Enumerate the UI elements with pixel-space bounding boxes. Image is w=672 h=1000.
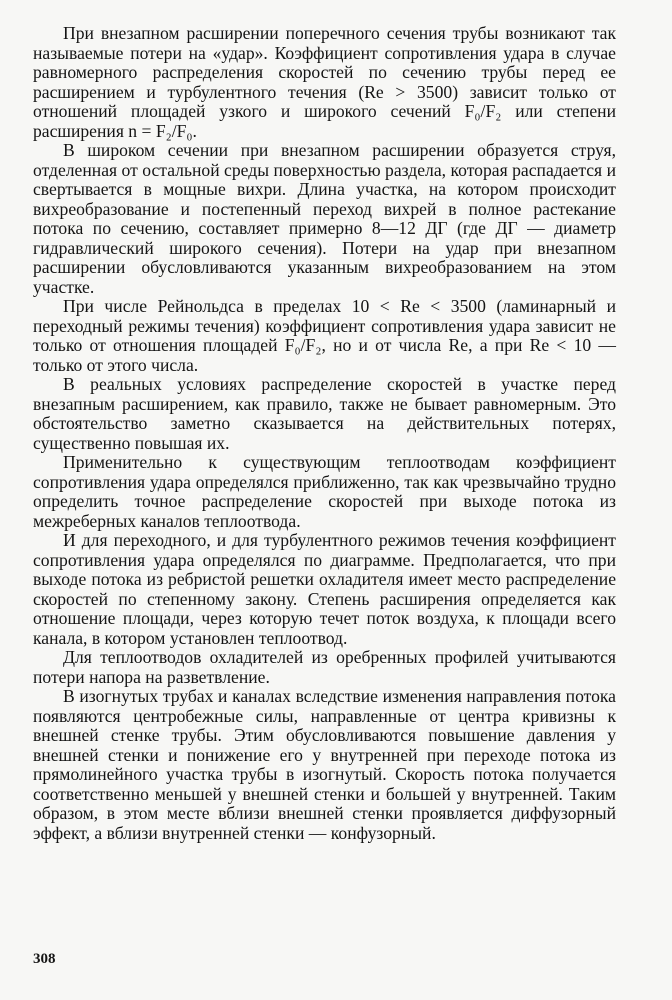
- paragraph: В реальных условиях распределение скоростей в участке перед внезапным расширением, как правило, также не бывает равномерным. Это обстоятельство заметно сказывается на действительных потерях, существенно повышая их.: [33, 374, 616, 453]
- paragraph: При внезапном расширении поперечного сечения трубы возникают так называемые потери на «удар». Коэффициент сопротивления удара в случае равномерного распределения скоростей по сечению трубы перед ее расширением и турбулентного течения (Re > 3500) зависит только от отношений площадей узкого и широкого сечений F₀/F₂ или степени расширения n = F₂/F₀.: [33, 23, 616, 141]
- body-text: [33, 24, 616, 843]
- paragraph: При числе Рейнольдса в пределах 10 < Re < 3500 (ламинарный и переходный режимы течения) коэффициент сопротивления удара зависит не только от отношения площадей F₀/F₂, но и от числа Re, а при Re < 10 — только от этого числа.: [33, 296, 616, 375]
- paragraph: Применительно к существующим теплоотводам коэффициент сопротивления удара определялся приближенно, так как чрезвычайно трудно определить точное распределение скоростей при выходе потока из межреберных каналов теплоотвода.: [33, 452, 616, 531]
- page-number: 308: [33, 951, 56, 967]
- paragraph: Для теплоотводов охладителей из оребренных профилей учитываются потери напора на разветвление.: [33, 647, 616, 687]
- paragraph: В изогнутых трубах и каналах вследствие изменения направления потока появляются центробежные силы, направленные от центра кривизны к внешней стенке трубы. Этим обусловливаются повышение давления у внешней стенки и понижение его у внутренней при переходе потока из прямолинейного участка трубы в изогнутый. Скорость потока получается соответственно меньшей у внешней стенки и большей у внутренней. Таким образом, в этом месте вблизи внешней стенки проявляется диффузорный эффект, а вблизи внутренней стенки — конфузорный.: [33, 686, 616, 843]
- paragraph: И для переходного, и для турбулентного режимов течения коэффициент сопротивления удара определялся по диаграмме. Предполагается, что при выходе потока из ребристой решетки охладителя имеет место распределение скоростей по степенному закону. Степень расширения определяется как отношение площади, через которую течет поток воздуха, к площади всего канала, в котором установлен теплоотвод.: [33, 530, 616, 648]
- paragraph: В широком сечении при внезапном расширении образуется струя, отделенная от остальной среды поверхностью раздела, которая распадается и свертывается в мощные вихри. Длина участка, на котором происходит вихреобразование и постепенный переход вихрей в полное растекание потока по сечению, составляет примерно 8—12 ДГ (где ДГ — диаметр гидравлический широкого сечения). Потери на удар при внезапном расширении обусловливаются указанным вихреобразованием на этом участке.: [33, 140, 616, 297]
